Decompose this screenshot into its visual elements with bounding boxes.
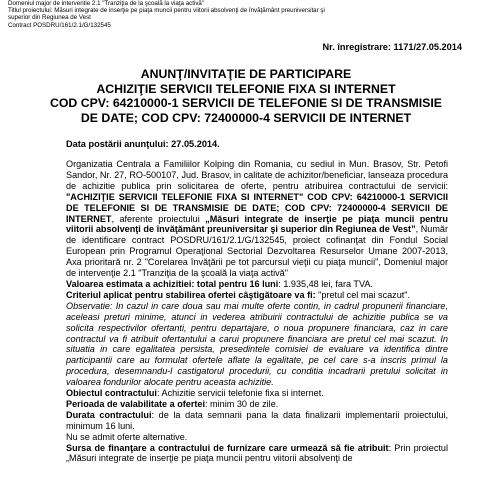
contract-duration-label: Durata contractului [66, 409, 152, 420]
document-body [66, 159, 448, 464]
contract-duration-value: : de la data semnarii pana la data finalizarii implementarii proiectului, minimum 16 luni. [66, 409, 449, 431]
observation-label: Observatie: [66, 300, 113, 311]
intro-contract-title: "ACHIZIŢIE SERVICII TELEFONIE FIXA SI INTERNET" COD CPV: 64210000-1 SERVICII DE TELEFONIE SI DE TRANSMISIE DE DATE; COD CPV: 72400000-4 SERVICII DE INTERNET [66, 191, 448, 224]
posting-date [66, 139, 220, 149]
offer-validity-value: : minim 30 de zile. [205, 398, 279, 409]
award-criteria-label: Criteriul aplicat pentru stabilirea ofertei câştigătoare va fi: [66, 289, 316, 300]
contract-object-value: : Achizitie servicii telefonie fixa si internet. [156, 388, 324, 399]
title-line-4: DE DATE; COD CPV: 72400000-4 SERVICII DE INTERNET [80, 110, 412, 125]
estimated-value-period: total pentru 16 luni [194, 278, 279, 289]
estimated-value-label: Valoarea estimata a achizitiei: [66, 278, 195, 289]
header-line-contract: Contract POSDRU/161/2.1/G/132545 [8, 21, 111, 29]
contract-object [66, 388, 448, 399]
posting-date-label: Data postării anunţului: [66, 139, 169, 149]
header-line-project-title: Titlul proiectului: Măsuri integrate de inserţie pe piaţa muncii pentru viitorii absolvenţi de învăţământ preuniversitar şi [8, 7, 325, 15]
contract-duration [66, 410, 448, 432]
award-criteria-value: "pretul cel mai scazut". [315, 289, 411, 300]
posting-date-value: 27.05.2014. [171, 139, 220, 149]
estimated-value [66, 279, 448, 290]
intro-paragraph [66, 159, 448, 279]
intro-project-title: „Măsuri integrate de inserţie pe piaţa muncii pentru viitorii absolvenţi de învăţământ preuniversitar şi superior din Regiunea de Vest” [66, 213, 448, 235]
title-line-2: ACHIZIŢIE SERVICII TELEFONIE FIXA SI INTERNET [96, 81, 396, 96]
document-header [8, 0, 325, 29]
intro-text-3: , Număr de identificare contract POSDRU/161/2.1/G/132545, proiect cofinanţat din Fondul Social European prin Programul Operaţional Sectorial Dezvoltarea Resurselor Umane 2007-2013, Axa prioritară nr. 2 "Corelarea învăţării pe tot parcursul vieţii cu piaţa muncii", Domeniul major de intervenţie 2.1 "Tranziţia de la şcoală la viaţa activă" [66, 224, 449, 279]
funding-source [66, 443, 448, 465]
registration-number: Nr. înregistrare: 1171/27.05.2014 [322, 42, 462, 52]
title-line-1: ANUNŢ/INVITAŢIE DE PARTICIPARE [140, 67, 352, 81]
alternative-offers: Nu se admit oferte alternative. [66, 431, 188, 442]
announcement-title [36, 67, 456, 125]
observation-text: In cazul in care doua sau mai multe oferte contin, in cadrul propunerii financiare, aceleasi preturi minime, atunci in vederea atribuirii contractului de achizitie publica se va solicita respectivilor ofertanti, pentru departajare, o noua propunere financiara, caz in care contractul va fi atribuit ofertantului a carui propunere financiara are pretul cel mai scazut. In situatia in care egalitatea persista, presedintele comisiei de evaluare va identifica dintre participantii care au formulat ofertele aflate la egalitate, pe cel care s-a inscris primul la procedura, desemnandu-l castigatorul procedurii, cu conditia incadrarii pretului solicitat in valoarea fondurilor alocate pentru aceasta achizitie. [66, 300, 448, 388]
award-criteria [66, 290, 448, 301]
funding-source-label: Sursa de finanţare a contractului de furnizare care urmează să fie atribuit [66, 442, 389, 453]
intro-text-2: , aferente proiectului [111, 213, 206, 224]
funding-source-value: : Prin proiectul „Măsuri integrate de inserţie pe piaţa muncii pentru viitorii absolvenţi de [66, 442, 448, 464]
header-line-project-title-cont: superior din Regiunea de Vest [8, 14, 91, 22]
intro-text-1: Organizatia Centrala a Familiilor Kolping din Romania, cu sediul in Mun. Brasov, Str. Petofi Sandor, Nr. 27, RO-500107, Jud. Brasov, in calitate de achizitor/beneficiar, lanseaza procedura de achizitie publica prin solicitarea de oferte, pentru atribuirea contractului de servicii: [66, 159, 448, 191]
offer-validity-label: Perioada de valabilitate a ofertei [66, 398, 205, 409]
offer-validity [66, 399, 448, 410]
contract-object-label: Obiectul contractului [66, 388, 157, 399]
estimated-value-amount: : 1.935,48 lei, fara TVA. [278, 278, 373, 289]
title-line-3: COD CPV: 64210000-1 SERVICII DE TELEFONIE SI DE TRANSMISIE [49, 96, 443, 110]
header-line-domain: Domeniul major de interventie 2.1 "Tranziţia de la şcoală la viaţa activă" [8, 0, 205, 7]
observation-paragraph [66, 301, 448, 388]
